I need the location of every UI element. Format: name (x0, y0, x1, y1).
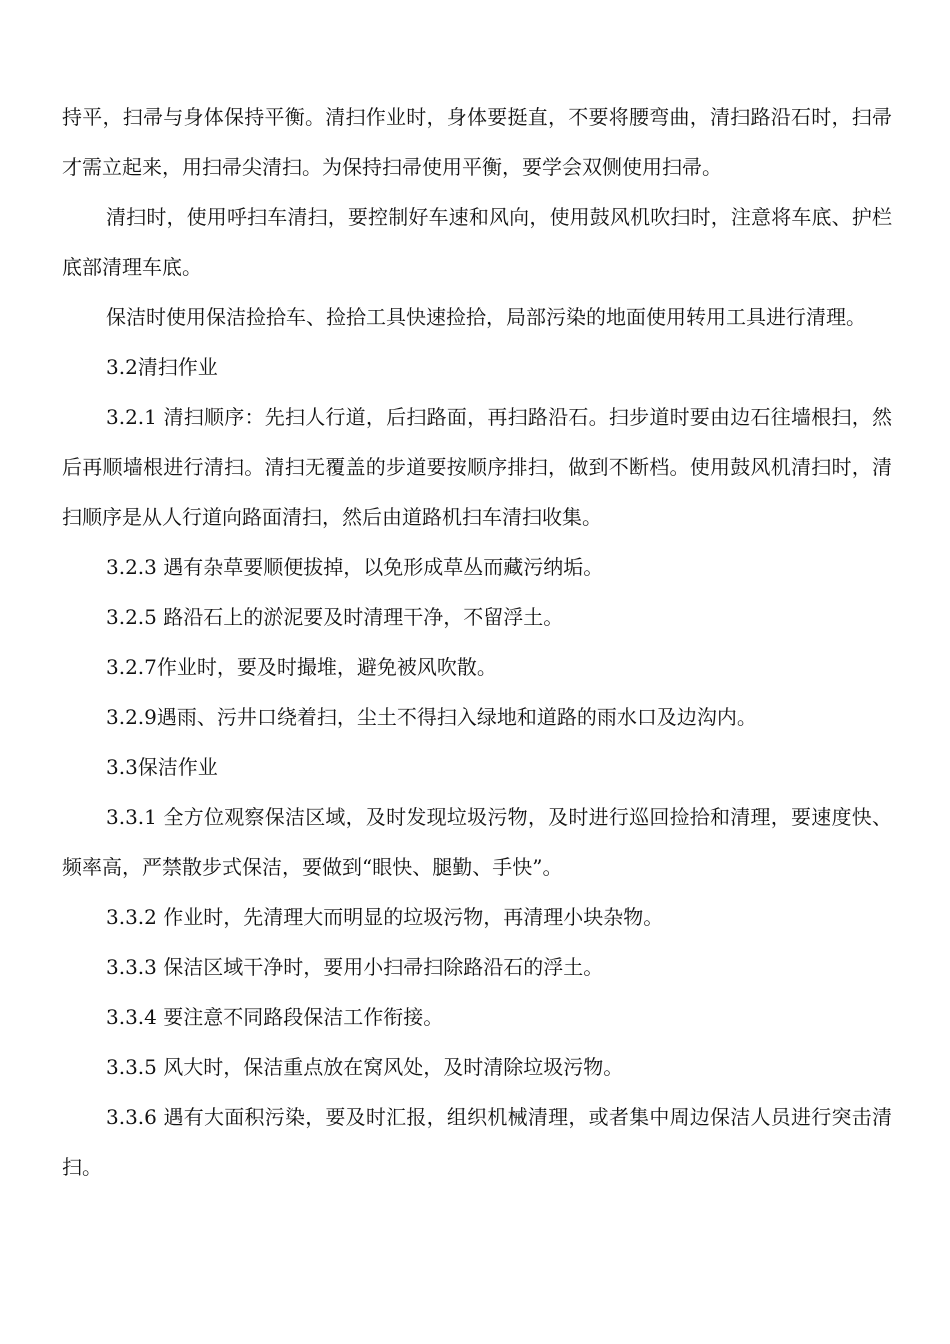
paragraph-3-3-4: 3.3.4 要注意不同路段保洁工作衔接。 (106, 1005, 444, 1029)
section-heading-3-3: 3.3保洁作业 (106, 755, 218, 779)
document-body (62, 92, 892, 1192)
section-heading-3-2: 3.2清扫作业 (106, 355, 218, 379)
paragraph-3-2-9: 3.2.9遇雨、污井口绕着扫，尘土不得扫入绿地和道路的雨水口及边沟内。 (106, 705, 757, 729)
paragraph-3: 保洁时使用保洁捡拾车、捡拾工具快速捡拾，局部污染的地面使用转用工具进行清理。 (106, 305, 866, 329)
paragraph-3-2-1: 3.2.1 清扫顺序：先扫人行道，后扫路面，再扫路沿石。扫步道时要由边石往墙根扫，然后再顺墙根进行清扫。清扫无覆盖的步道要按顺序排扫，做到不断档。使用鼓风机清扫时，清扫顺序是从人行道向路面清扫，然后由道路机扫车清扫收集。 (62, 405, 892, 529)
paragraph-3-3-5: 3.3.5 风大时，保洁重点放在窝风处，及时清除垃圾污物。 (106, 1055, 624, 1079)
paragraph-3-2-3: 3.2.3 遇有杂草要顺便拔掉，以免形成草丛而藏污纳垢。 (106, 555, 604, 579)
paragraph-3-3-3: 3.3.3 保洁区域干净时，要用小扫帚扫除路沿石的浮土。 (106, 955, 604, 979)
paragraph-1: 持平，扫帚与身体保持平衡。清扫作业时，身体要挺直，不要将腰弯曲，清扫路沿石时，扫帚才需立起来，用扫帚尖清扫。为保持扫帚使用平衡，要学会双侧使用扫帚。 (62, 105, 892, 179)
paragraph-3-3-2: 3.3.2 作业时，先清理大而明显的垃圾污物，再清理小块杂物。 (106, 905, 664, 929)
paragraph-2: 清扫时，使用呼扫车清扫，要控制好车速和风向，使用鼓风机吹扫时，注意将车底、护栏底部清理车底。 (62, 205, 892, 279)
paragraph-3-3-6: 3.3.6 遇有大面积污染，要及时汇报，组织机械清理，或者集中周边保洁人员进行突击清扫。 (62, 1105, 892, 1179)
paragraph-3-2-7: 3.2.7作业时，要及时撮堆，避免被风吹散。 (106, 655, 497, 679)
paragraph-3-2-5: 3.2.5 路沿石上的淤泥要及时清理干净，不留浮土。 (106, 605, 564, 629)
paragraph-3-3-1: 3.3.1 全方位观察保洁区域，及时发现垃圾污物，及时进行巡回捡拾和清理，要速度快、频率高，严禁散步式保洁，要做到“眼快、腿勤、手快”。 (62, 805, 892, 879)
